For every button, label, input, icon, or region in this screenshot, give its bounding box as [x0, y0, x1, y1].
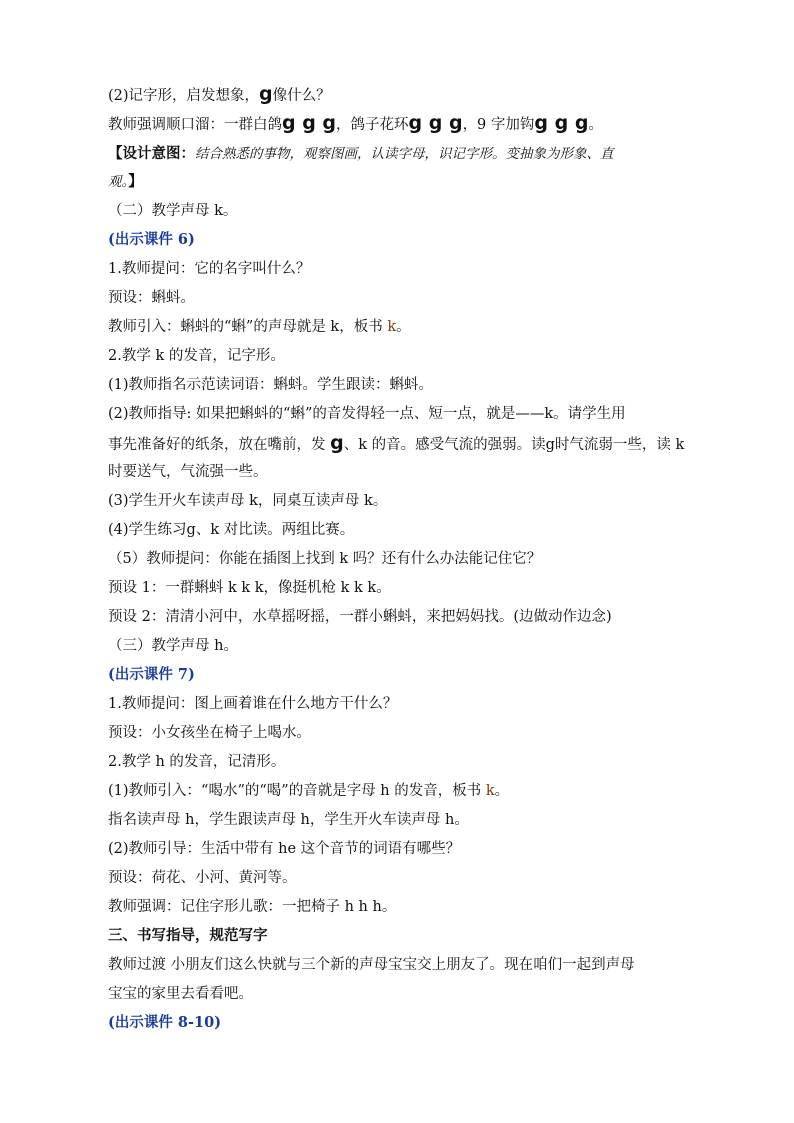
paragraph: 预设：小女孩坐在椅子上喝水。: [108, 725, 311, 741]
paragraph: (2)教师指导: 如果把蝌蚪的“蝌”的音发得轻一点、短一点，就是——k。请学生用: [108, 406, 626, 422]
paragraph: 1.教师提问：图上画着谁在什么地方干什么？: [108, 696, 398, 712]
paragraph: 事先准备好的纸条，放在嘴前，发 g、k 的音。感受气流的强弱。读g时气流弱一些，读 k: [108, 432, 685, 454]
paragraph: 教师过渡 小朋友们这么快就与三个新的声母宝宝交上朋友了。现在咱们一起到声母: [108, 957, 635, 973]
paragraph: 教师引入：蝌蚪的“蝌”的声母就是 k，板书 k。: [108, 319, 411, 335]
paragraph: 教师强调：记住字形儿歌：一把椅子 h h h。: [108, 899, 397, 915]
paragraph: 2.教学 k 的发音，记字形。: [108, 348, 285, 364]
design-intent-line-2: 观。】: [108, 173, 143, 190]
paragraph-rhyme: 教师强调顺口溜：一群白鸽g g g，鸽子花环g g g，9 字加钩g g g。: [108, 112, 603, 134]
paragraph: (2)教师引导：生活中带有 he 这个音节的词语有哪些？: [108, 841, 461, 857]
paragraph: (1)教师引入：“喝水”的“喝”的音就是字母 h 的发音，板书 k。: [108, 783, 510, 799]
courseware-label-6: (出示课件 6): [108, 231, 195, 248]
paragraph: (3)学生开火车读声母 k，同桌互读声母 k。: [108, 493, 388, 509]
section-heading-k: （二）教学声母 k。: [108, 203, 238, 219]
paragraph: （5）教师提问：你能在插图上找到 k 吗？还有什么办法能记住它？: [108, 551, 542, 567]
paragraph: 预设：蝌蚪。: [108, 290, 195, 306]
section-heading-writing: 三、书写指导，规范写字: [108, 927, 268, 944]
paragraph: 预设 2：清清小河中，水草摇呀摇，一群小蝌蚪，来把妈妈找。(边做动作边念): [108, 609, 612, 625]
paragraph: 预设 1：一群蝌蚪 k k k，像挺机枪 k k k。: [108, 580, 391, 596]
section-heading-h: （三）教学声母 h。: [108, 638, 238, 654]
paragraph: 2.教学 h 的发音，记清形。: [108, 754, 286, 770]
courseware-label-7: (出示课件 7): [108, 666, 195, 683]
paragraph: 指名读声母 h，学生跟读声母 h，学生开火车读声母 h。: [108, 812, 469, 828]
paragraph: 宝宝的家里去看看吧。: [108, 986, 253, 1002]
paragraph-g-shape: (2)记字形，启发想象，g像什么？: [108, 83, 331, 105]
paragraph: (4)学生练习g、k 对比读。两组比赛。: [108, 522, 355, 538]
paragraph: (1)教师指名示范读词语：蝌蚪。学生跟读：蝌蚪。: [108, 377, 434, 393]
paragraph: 时要送气，气流强一些。: [108, 464, 268, 480]
paragraph: 预设：荷花、小河、黄河等。: [108, 870, 297, 886]
paragraph: 1.教师提问：它的名字叫什么？: [108, 261, 311, 277]
courseware-label-8-10: (出示课件 8-10): [108, 1014, 222, 1031]
design-intent-line-1: 【设计意图：结合熟悉的事物，观察图画，认读字母，识记字形。变抽象为形象、直: [108, 145, 614, 162]
